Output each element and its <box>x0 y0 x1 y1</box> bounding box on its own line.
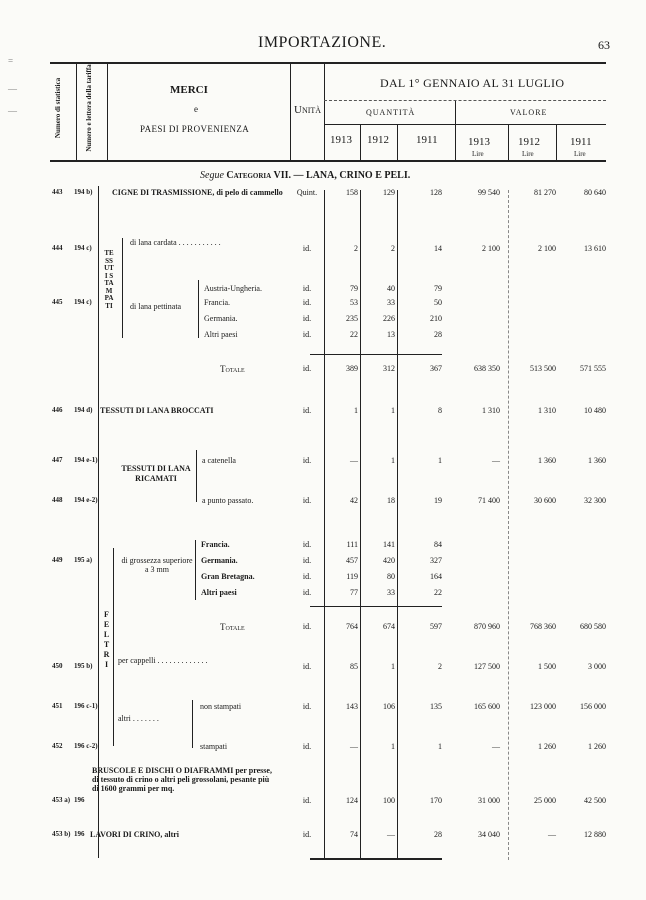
row-quantity: — <box>387 830 395 839</box>
row-quantity: 19 <box>434 496 442 505</box>
row-quantity: 128 <box>430 188 442 197</box>
row-value: 81 270 <box>534 188 556 197</box>
di-lana-cardata: di lana cardata . . . . . . . . . . . <box>130 238 221 247</box>
row-quantity: 33 <box>387 298 395 307</box>
row-description: non stampati <box>200 702 242 711</box>
row-value: 870 960 <box>474 622 500 631</box>
row-description: LAVORI DI CRINO, altri <box>90 830 180 839</box>
row-value: 31 000 <box>478 796 500 805</box>
row-quantity: 327 <box>430 556 442 565</box>
row-quantity: 143 <box>346 702 358 711</box>
row-value: 127 500 <box>474 662 500 671</box>
header-unita: Unità <box>294 104 322 116</box>
row-quantity: 53 <box>350 298 358 307</box>
row-quantity: 79 <box>350 284 358 293</box>
row-quantity: 84 <box>434 540 442 549</box>
row-unit: id. <box>302 496 312 505</box>
row-description: Totale <box>220 364 245 374</box>
row-unit: Quint. <box>296 188 318 197</box>
body-col-line <box>360 190 361 860</box>
brace <box>196 450 197 502</box>
header-paesi: PAESI DI PROVENIENZA <box>140 124 250 134</box>
row-quantity: 14 <box>434 244 442 253</box>
row-value: 99 540 <box>478 188 500 197</box>
row-value: 12 880 <box>584 830 606 839</box>
row-quantity: 42 <box>350 496 358 505</box>
row-unit: id. <box>302 314 312 323</box>
row-tariff-number: 194 e-2) <box>74 496 98 504</box>
body-col-line <box>98 186 99 858</box>
row-quantity: 2 <box>354 244 358 253</box>
row-tariff-number: 195 b) <box>74 662 93 670</box>
row-value: — <box>492 742 500 751</box>
header-e: e <box>194 104 198 114</box>
row-quantity: 164 <box>430 572 442 581</box>
row-value: 1 310 <box>482 406 500 415</box>
row-unit: id. <box>302 662 312 671</box>
row-value: 768 360 <box>530 622 556 631</box>
row-quantity: 106 <box>383 702 395 711</box>
row-tariff-number: 196 <box>74 830 85 838</box>
col-num-stat: Numero di statistica <box>54 77 62 139</box>
group-feltri: FELTRI <box>103 610 111 669</box>
row-quantity: 226 <box>383 314 395 323</box>
row-quantity: 50 <box>434 298 442 307</box>
col-divider <box>397 124 398 160</box>
row-quantity: 129 <box>383 188 395 197</box>
row-quantity: — <box>350 742 358 751</box>
year-q-1913: 1913 <box>330 134 352 146</box>
row-tariff-number: 196 <box>74 796 85 804</box>
row-description: Altri paesi <box>201 588 237 597</box>
row-quantity: 141 <box>383 540 395 549</box>
row-stat-number: 443 <box>52 188 63 196</box>
row-value: 71 400 <box>478 496 500 505</box>
row-description: Gran Bretagna. <box>201 572 255 581</box>
row-quantity: 158 <box>346 188 358 197</box>
row-quantity: 40 <box>387 284 395 293</box>
col-divider <box>324 62 325 160</box>
col-divider <box>455 100 456 160</box>
row-quantity: 2 <box>391 244 395 253</box>
category-label: Categoria VII. — LANA, CRINO E PELI. <box>226 170 411 181</box>
bruscole-desc: BRUSCOLE E DISCHI O DIAFRAMMI per presse, di tessuto di crino o altri peli grossolani, pesante più di 1600 grammi per mq. <box>92 766 272 793</box>
row-unit: id. <box>302 742 312 751</box>
header-quantita: QUANTITÀ <box>366 108 416 117</box>
row-description: Germania. <box>204 314 238 323</box>
category-heading <box>200 170 410 181</box>
row-quantity: 18 <box>387 496 395 505</box>
row-unit: id. <box>302 796 312 805</box>
row-stat-number: 448 <box>52 496 63 504</box>
row-value: 32 300 <box>584 496 606 505</box>
brace <box>198 280 199 338</box>
altri-label: altri . . . . . . . <box>118 714 159 723</box>
row-quantity: 33 <box>387 588 395 597</box>
row-unit: id. <box>302 540 312 549</box>
row-tariff-number: 194 b) <box>74 188 93 196</box>
row-value: 1 360 <box>588 456 606 465</box>
row-quantity: 28 <box>434 830 442 839</box>
row-quantity: 1 <box>391 662 395 671</box>
page-title: IMPORTAZIONE. <box>258 34 387 51</box>
lire-label: Lire <box>574 150 586 158</box>
row-quantity: 2 <box>438 662 442 671</box>
row-quantity: 389 <box>346 364 358 373</box>
row-quantity: 597 <box>430 622 442 631</box>
row-value: — <box>492 456 500 465</box>
row-value: 42 500 <box>584 796 606 805</box>
col-divider <box>508 124 509 160</box>
row-quantity: 210 <box>430 314 442 323</box>
row-quantity: 170 <box>430 796 442 805</box>
row-quantity: 74 <box>350 830 358 839</box>
col-divider <box>76 62 77 160</box>
row-value: 638 350 <box>474 364 500 373</box>
row-stat-number: 445 <box>52 298 63 306</box>
row-value: 30 600 <box>534 496 556 505</box>
row-description: Germania. <box>201 556 238 565</box>
col-divider <box>290 62 291 160</box>
per-cappelli: per cappelli . . . . . . . . . . . . . <box>118 656 208 665</box>
row-stat-number: 452 <box>52 742 63 750</box>
row-tariff-number: 194 c) <box>74 244 92 252</box>
row-unit: id. <box>302 244 312 253</box>
row-tariff-number: 196 c-1) <box>74 702 98 710</box>
row-value: 1 260 <box>538 742 556 751</box>
row-unit: id. <box>302 298 312 307</box>
header-valore: VALORE <box>510 108 548 117</box>
year-q-1911: 1911 <box>416 134 438 146</box>
row-quantity: 80 <box>387 572 395 581</box>
row-quantity: 111 <box>346 540 358 549</box>
row-quantity: 1 <box>391 456 395 465</box>
row-value: 80 640 <box>584 188 606 197</box>
subtotal-rule <box>310 606 442 607</box>
row-value: 2 100 <box>482 244 500 253</box>
row-unit: id. <box>302 456 312 465</box>
row-value: 571 555 <box>580 364 606 373</box>
row-value: 1 260 <box>588 742 606 751</box>
year-v-1911: 1911 <box>570 136 592 148</box>
subtotal-rule <box>310 354 442 355</box>
row-value: 25 000 <box>534 796 556 805</box>
row-value: 123 000 <box>530 702 556 711</box>
row-value: 3 000 <box>588 662 606 671</box>
col-divider <box>556 124 557 160</box>
row-unit: id. <box>302 588 312 597</box>
row-quantity: 1 <box>354 406 358 415</box>
row-quantity: 235 <box>346 314 358 323</box>
col-divider <box>360 124 361 160</box>
row-value: — <box>548 830 556 839</box>
row-stat-number: 449 <box>52 556 63 564</box>
row-description: a catenella <box>202 456 236 465</box>
row-quantity: 1 <box>391 406 395 415</box>
year-v-1913: 1913 <box>468 136 490 148</box>
di-lana-pettinata: di lana pettinata <box>130 302 182 311</box>
row-quantity: 100 <box>383 796 395 805</box>
row-stat-number: 444 <box>52 244 63 252</box>
row-description: a punto passato. <box>202 496 254 505</box>
row-unit: id. <box>302 330 312 339</box>
margin-mark: — <box>8 106 17 116</box>
row-unit: id. <box>302 406 312 415</box>
row-quantity: 79 <box>434 284 442 293</box>
row-description: CIGNE DI TRASMISSIONE, di pelo di cammello <box>112 188 283 197</box>
row-quantity: 85 <box>350 662 358 671</box>
bottom-rule <box>310 858 442 860</box>
row-value: 1 310 <box>538 406 556 415</box>
row-quantity: 135 <box>430 702 442 711</box>
row-value: 1 360 <box>538 456 556 465</box>
row-stat-number: 447 <box>52 456 63 464</box>
group-tessuti-stampati: TESSUTI STAMPATI <box>104 249 114 310</box>
brace <box>113 548 114 746</box>
row-quantity: 8 <box>438 406 442 415</box>
row-quantity: 22 <box>434 588 442 597</box>
row-stat-number: 453 b) <box>52 830 71 838</box>
row-value: 513 500 <box>530 364 556 373</box>
header-period: DAL 1° GENNAIO AL 31 LUGLIO <box>380 76 565 90</box>
row-unit: id. <box>302 572 312 581</box>
row-unit: id. <box>302 622 312 631</box>
row-description: stampati <box>200 742 228 751</box>
row-value: 165 600 <box>474 702 500 711</box>
lire-label: Lire <box>522 150 534 158</box>
tessuti-ricamati: TESSUTI DI LANA RICAMATI <box>121 464 191 483</box>
row-tariff-number: 195 a) <box>74 556 93 564</box>
row-quantity: 1 <box>438 742 442 751</box>
margin-mark: — <box>8 84 17 94</box>
row-quantity: 312 <box>383 364 395 373</box>
row-unit: id. <box>302 830 312 839</box>
row-value: 34 040 <box>478 830 500 839</box>
row-description: Francia. <box>204 298 230 307</box>
row-quantity: 77 <box>350 588 358 597</box>
row-unit: id. <box>302 364 312 373</box>
row-description: TESSUTI DI LANA BROCCATI <box>100 406 214 415</box>
col-num-tariffa: Numero e lettera della tariffa <box>85 64 93 152</box>
row-quantity: 22 <box>350 330 358 339</box>
row-tariff-number: 194 c) <box>74 298 92 306</box>
row-tariff-number: 194 d) <box>74 406 93 414</box>
row-stat-number: 453 a) <box>52 796 71 804</box>
body-col-line <box>324 190 325 860</box>
col-divider <box>107 62 108 160</box>
row-description: Altri paesi <box>204 330 238 339</box>
row-quantity: 367 <box>430 364 442 373</box>
margin-mark: = <box>8 56 14 66</box>
row-value: 156 000 <box>580 702 606 711</box>
header-rule <box>324 124 606 125</box>
brace <box>195 540 196 600</box>
row-value: 10 480 <box>584 406 606 415</box>
row-value: 1 500 <box>538 662 556 671</box>
page-number: 63 <box>598 38 610 52</box>
row-stat-number: 450 <box>52 662 63 670</box>
header-bottom-rule <box>50 160 606 162</box>
row-tariff-number: 194 e-1) <box>74 456 98 464</box>
brace <box>192 700 193 748</box>
header-top-rule <box>50 62 606 64</box>
header-merci: MERCI <box>170 84 208 96</box>
lire-label: Lire <box>472 150 484 158</box>
row-stat-number: 451 <box>52 702 63 710</box>
row-quantity: 674 <box>383 622 395 631</box>
category-prefix: Segue <box>200 170 224 181</box>
row-quantity: 13 <box>387 330 395 339</box>
year-v-1912: 1912 <box>518 136 540 148</box>
row-quantity: — <box>350 456 358 465</box>
row-quantity: 1 <box>438 456 442 465</box>
row-value: 680 580 <box>580 622 606 631</box>
body-col-line <box>508 190 509 860</box>
row-description: Austria-Ungheria. <box>204 284 262 293</box>
row-value: 2 100 <box>538 244 556 253</box>
row-quantity: 119 <box>346 572 358 581</box>
row-quantity: 457 <box>346 556 358 565</box>
row-quantity: 124 <box>346 796 358 805</box>
di-grossezza: di grossezza superiore a 3 mm <box>121 556 193 574</box>
brace <box>122 238 123 338</box>
row-quantity: 764 <box>346 622 358 631</box>
row-value: 13 610 <box>584 244 606 253</box>
row-unit: id. <box>302 556 312 565</box>
row-quantity: 1 <box>391 742 395 751</box>
row-unit: id. <box>302 702 312 711</box>
row-description: Francia. <box>201 540 230 549</box>
row-unit: id. <box>302 284 312 293</box>
row-quantity: 28 <box>434 330 442 339</box>
row-quantity: 420 <box>383 556 395 565</box>
year-q-1912: 1912 <box>367 134 389 146</box>
row-tariff-number: 196 c-2) <box>74 742 98 750</box>
row-description: Totale <box>220 622 245 632</box>
header-dash <box>324 100 606 101</box>
body-col-line <box>397 190 398 860</box>
row-stat-number: 446 <box>52 406 63 414</box>
